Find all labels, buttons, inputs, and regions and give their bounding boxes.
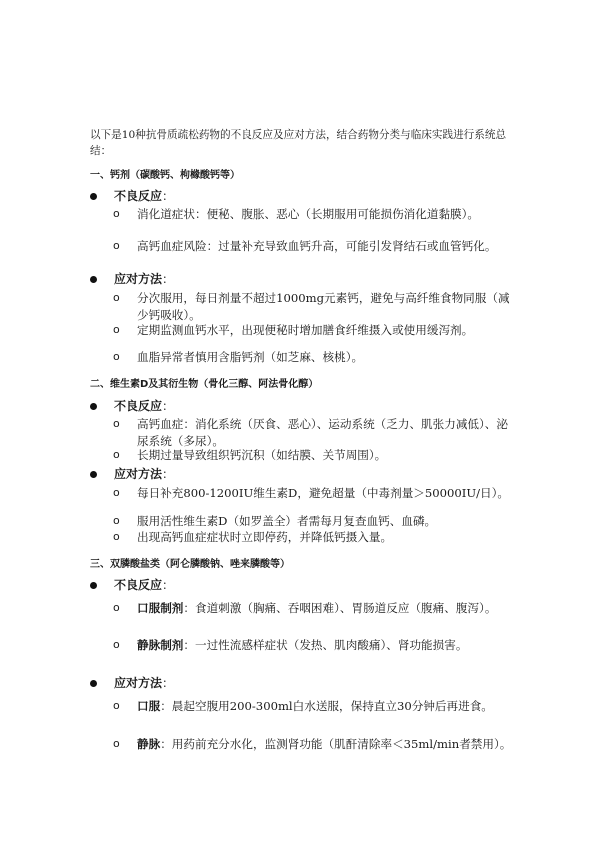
list-item-bold: 口服 [137, 699, 161, 713]
list-item-text: 高钙血症风险：过量补充导致血钙升高，可能引发肾结石或血管钙化。 [137, 239, 497, 253]
bullet-colon: ： [162, 272, 175, 286]
bullet-dot-icon [90, 680, 97, 687]
list-item [113, 600, 513, 617]
bullet-colon: ： [162, 467, 175, 481]
bullet-label: 不良反应 [114, 189, 163, 203]
list-item-text: ：食道刺激（胸痛、吞咽困难）、胃肠道反应（腹痛、腹泻）。 [183, 601, 497, 615]
list-item-text: 长期过量导致组织钙沉积（如结膜、关节周围）。 [137, 448, 387, 462]
list-item [113, 206, 513, 223]
list-item-text: 出现高钙血症症状时立即停药，并降低钙摄入量。 [137, 530, 393, 544]
bullet-label: 应对方法 [114, 272, 163, 286]
bullet-dot-icon [90, 582, 97, 589]
circle-bullet-icon: o [113, 601, 120, 614]
bullet-label: 不良反应 [114, 399, 163, 413]
bullet-dot-icon [90, 471, 97, 478]
list-item [113, 238, 513, 255]
bullet-label: 应对方法 [114, 467, 163, 481]
circle-bullet-icon: o [113, 417, 120, 430]
list-item-text: 血脂异常者慎用含脂钙剂（如芝麻、核桃）。 [137, 350, 364, 364]
list-item [113, 637, 513, 654]
circle-bullet-icon: o [113, 699, 120, 712]
bullet-dot-icon [90, 403, 97, 410]
list-item [113, 416, 513, 449]
circle-bullet-icon: o [113, 486, 120, 499]
bullet-colon: ： [162, 399, 175, 413]
circle-bullet-icon: o [113, 239, 120, 252]
bullet-colon: ： [162, 578, 175, 592]
circle-bullet-icon: o [113, 323, 120, 336]
list-item-text: 服用活性维生素D（如罗盖全）者需每月复查血钙、血磷。 [137, 514, 437, 528]
list-item-text: ：用药前充分水化，监测肾功能（肌酐清除率＜35ml/min者禁用）。 [160, 737, 512, 751]
list-item [113, 529, 513, 546]
circle-bullet-icon: o [113, 530, 120, 543]
list-item-text: 分次服用，每日剂量不超过1000mg元素钙，避免与高纤维食物同服（减少钙吸收）。 [137, 291, 510, 322]
list-item-text: ：晨起空腹用200-300ml白水送服，保持直立30分钟后再进食。 [160, 699, 493, 713]
section-heading: 三、双膦酸盐类（阿仑膦酸钠、唑来膦酸等） [90, 559, 290, 570]
circle-bullet-icon: o [113, 350, 120, 363]
bullet-label: 应对方法 [114, 676, 163, 690]
intro-paragraph: 以下是10种抗骨质疏松药物的不良反应及应对方法，结合药物分类与临床实践进行系统总结： [90, 129, 507, 157]
bullet-dot-icon [90, 276, 97, 283]
list-item [113, 513, 513, 530]
circle-bullet-icon: o [113, 448, 120, 461]
list-item-bold: 静脉 [137, 737, 161, 751]
bullet-label: 不良反应 [114, 578, 163, 592]
circle-bullet-icon: o [113, 291, 120, 304]
list-item [113, 736, 513, 753]
list-item-bold: 口服制剂 [137, 601, 184, 615]
list-item [113, 349, 513, 366]
list-item-bold: 静脉制剂 [137, 638, 184, 652]
list-item-text: 定期监测血钙水平，出现便秘时增加膳食纤维摄入或使用缓泻剂。 [137, 323, 474, 337]
list-item [113, 447, 513, 464]
circle-bullet-icon: o [113, 207, 120, 220]
list-item [113, 485, 513, 502]
list-item [113, 290, 513, 323]
circle-bullet-icon: o [113, 638, 120, 651]
bullet-colon: ： [162, 189, 175, 203]
list-item-text: 消化道症状：便秘、腹胀、恶心（长期服用可能损伤消化道黏膜）。 [137, 207, 480, 221]
list-item [113, 322, 513, 339]
list-item-text: 高钙血症：消化系统（厌食、恶心）、运动系统（乏力、肌张力减低）、泌尿系统（多尿）。 [137, 417, 508, 448]
list-item-text: 每日补充800-1200IU维生素D，避免超量（中毒剂量＞50000IU/日）。 [137, 486, 510, 500]
list-item-text: ：一过性流感样症状（发热、肌肉酸痛）、肾功能损害。 [183, 638, 468, 652]
bullet-dot-icon [90, 193, 97, 200]
circle-bullet-icon: o [113, 514, 120, 527]
circle-bullet-icon: o [113, 737, 120, 750]
bullet-colon: ： [162, 676, 175, 690]
section-heading: 一、钙剂（碳酸钙、枸橼酸钙等） [90, 170, 240, 181]
list-item [113, 698, 513, 715]
section-heading: 二、维生素D及其衍生物（骨化三醇、阿法骨化醇） [90, 379, 319, 390]
